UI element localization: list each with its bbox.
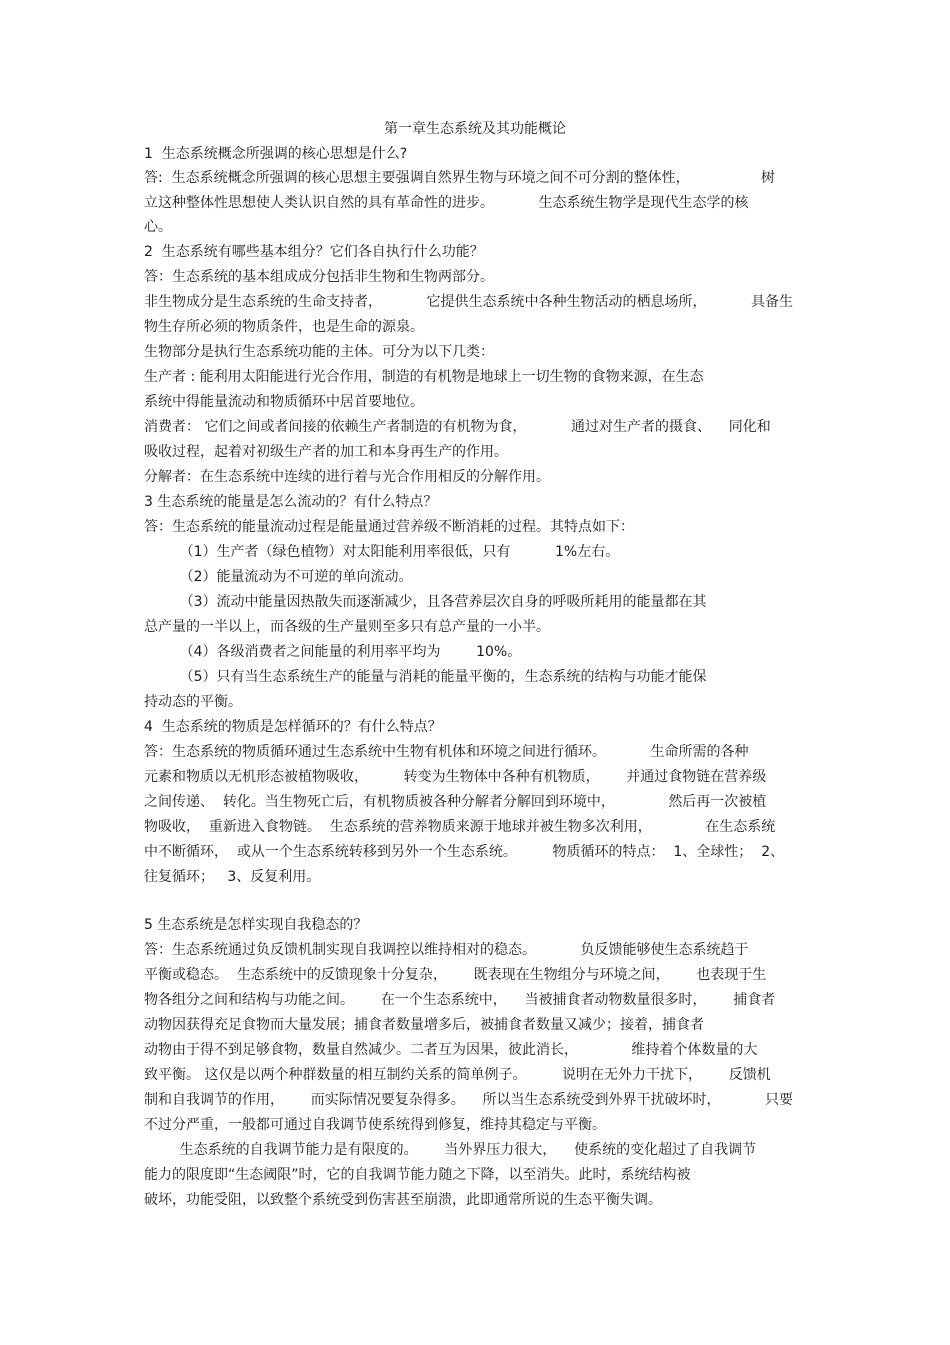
text-line: 立这种整体性思想使人类认识自然的具有革命性的进步。 生态系统生物学是现代生态学的核 [144,195,749,211]
text-line: 持动态的平衡。 [144,694,242,710]
text-line: （2）能量流动为不可逆的单向流动。 [144,569,413,585]
text-line: （5）只有当生态系统生产的能量与消耗的能量平衡的，生态系统的结构与功能才能保 [144,669,707,685]
text-line: 消费者： 它们之间或者间接的依赖生产者制造的有机物为食， 通过对生产者的摄食、 同化和 [144,419,771,435]
text-line: 答：生态系统通过负反馈机制实现自我调控以维持相对的稳态。 负反馈能够使生态系统趋于 [144,942,749,958]
text-line: 破坏，功能受阻，以致整个系统受到伤害甚至崩溃，此即通常所说的生态平衡失调。 [144,1192,662,1208]
text-line: 吸收过程，起着对初级生产者的加工和本身再生产的作用。 [144,444,508,460]
text-line: 分解者：在生态系统中连续的进行着与光合作用相反的分解作用。 [144,469,550,485]
text-line: 答：生态系统的物质循环通过生态系统中生物有机体和环境之间进行循环。 生命所需的各种 [144,744,749,760]
text-line: 1 生态系统概念所强调的核心思想是什么? [144,146,408,162]
text-line: 答：生态系统的基本组成成分包括非生物和生物两部分。 [144,269,494,285]
text-line: （4）各级消费者之间能量的利用率平均为 10%。 [144,644,522,660]
text-line: 物吸收， 重新进入食物链。 生态系统的营养物质来源于地球并被生物多次利用， 在生态系统 [144,819,776,835]
text-line: 3 生态系统的能量是怎么流动的？有什么特点？ [144,494,438,510]
document-title: 第一章生态系统及其功能概论 [384,121,566,137]
text-line: 往复循环； 3、反复利用。 [144,869,321,885]
text-line: （3）流动中能量因热散失而逐渐减少，且各营养层次自身的呼吸所耗用的能量都在其 [144,594,707,610]
text-line: 之间传递、 转化。当生物死亡后，有机物质被各种分解者分解回到环境中， 然后再一次被植 [144,794,767,810]
text-line: 5 生态系统是怎样实现自我稳态的？ [144,917,368,933]
text-line: 答: 生态系统概念所强调的核心思想主要强调自然界生物与环境之间不可分割的整体性， 树 [144,170,775,186]
text-line: 中不断循环， 或从一个生态系统转移到另外一个生态系统。 物质循环的特点： 1、全球性； 2、 [144,844,785,860]
text-line: 系统中得能量流动和物质循环中居首要地位。 [144,394,424,410]
text-line: 心。 [144,219,172,235]
text-line: 总产量的一半以上，而各级的生产量则至多只有总产量的一小半。 [144,619,550,635]
text-line: 生物部分是执行生态系统功能的主体。可分为以下几类： [144,344,494,360]
text-line: （1）生产者（绿色植物）对太阳能利用率很低，只有 1%左右。 [144,544,620,560]
text-line: 答：生态系统的能量流动过程是能量通过营养级不断消耗的过程。其特点如下： [144,519,634,535]
text-line: 动物由于得不到足够食物，数量自然减少。二者互为因果，彼此消长， 维持着个体数量的大 [144,1042,758,1058]
text-line: 制和自我调节的作用， 而实际情况要复杂得多。 所以当生态系统受到外界干扰破坏时， 只要 [144,1092,794,1108]
text-line: 平衡或稳态。 生态系统中的反馈现象十分复杂， 既表现在生物组分与环境之间， 也表现于生 [144,967,767,983]
text-line: 元素和物质以无机形态被植物吸收， 转变为生物体中各种有机物质， 并通过食物链在营养级 [144,769,767,785]
text-line: 生态系统的自我调节能力是有限度的。 当外界压力很大， 使系统的变化超过了自我调节 [144,1142,757,1158]
text-line: 动物因获得充足食物而大量发展；捕食者数量增多后，被捕食者数量又减少；接着，捕食者 [144,1017,704,1033]
text-line: 物生存所必须的物质条件，也是生命的源泉。 [144,319,424,335]
text-line: 2 生态系统有哪些基本组分？它们各自执行什么功能？ [144,244,484,260]
text-line: 非生物成分是生态系统的生命支持者， 它提供生态系统中各种生物活动的栖息场所， 具备生 [144,294,794,310]
text-line: 4 生态系统的物质是怎样循环的？有什么特点？ [144,719,442,735]
text-line: 生产者 : 能利用太阳能进行光合作用，制造的有机物是地球上一切生物的食物来源，在生态 [144,369,704,385]
text-line: 能力的限度即“生态阈限”时，它的自我调节能力随之下降，以至消失。此时，系统结构被 [144,1167,691,1183]
text-line: 不过分严重，一般都可通过自我调节使系统得到修复，维持其稳定与平衡。 [144,1117,606,1133]
text-line: 物各组分之间和结构与功能之间。 在一个生态系统中， 当被捕食者动物数量很多时， 捕食者 [144,992,776,1008]
text-line: 致平衡。 这仅是以两个种群数量的相互制约关系的简单例子。 说明在无外力干扰下， 反馈机 [144,1067,771,1083]
